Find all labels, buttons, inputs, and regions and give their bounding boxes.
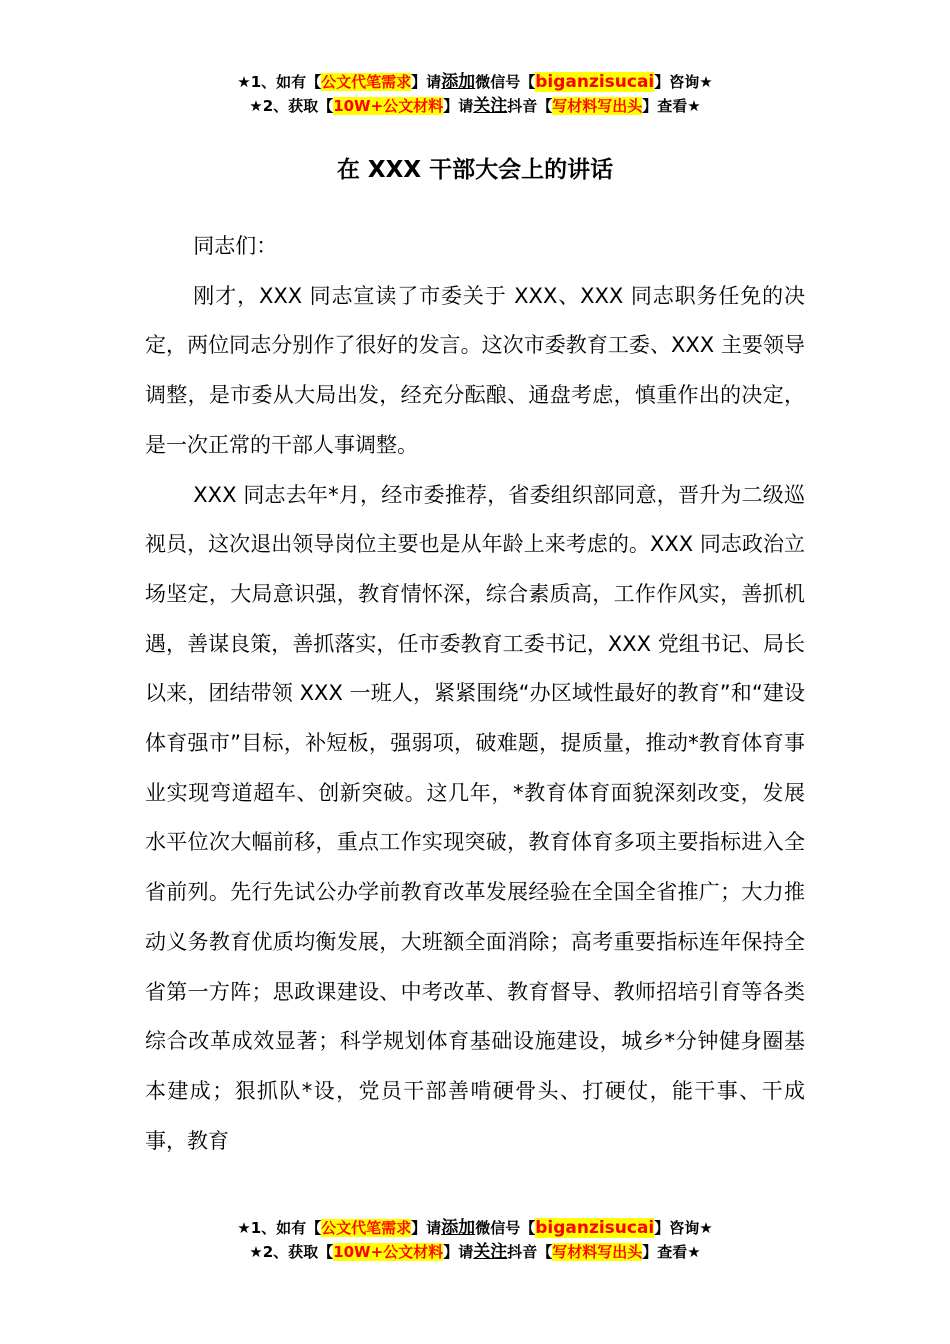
document-title: 在 XXX 干部大会上的讲话 xyxy=(336,157,614,183)
banner-line-2 xyxy=(0,1240,950,1264)
banner-douyin-id: 写材料写出头 xyxy=(552,1243,643,1261)
paragraph: XXX 同志去年*月，经市委推荐，省委组织部同意，晋升为二级巡视员，这次退出领导岗位主要也是从年龄上来考虑的。XXX 同志政治立场坚定，大局意识强，教育情怀深，综合素质高，工作作风实，善抓机遇，善谋良策，善抓落实，任市委教育工委书记，XXX 党组书记、局长以来，团结带领 XXX 一班人，紧紧围绕“办区域性最好的教育”和“建设体育强市”目标，补短板，强弱项，破难题，提质量，推动*教育体育事业实现弯道超车、创新突破。这几年，*教育体育面貌深刻改变，发展水平位次大幅前移，重点工作实现突破，教育体育多项主要指标进入全省前列。先行先试公办学前教育改革发展经验在全国全省推广；大力推动义务教育优质均衡发展，大班额全面消除；高考重要指标连年保持全省第一方阵；思政课建设、中考改革、教育督导、教师招培引育等各类综合改革成效显著；科学规划体育基础设施建设，城乡*分钟健身圈基本建成；狠抓队*设，党员干部善啃硬骨头、打硬仗，能干事、干成事，教育 xyxy=(145,482,805,1153)
banner-underlined: 添加 xyxy=(441,1218,476,1238)
banner-text: 】查看★ xyxy=(642,1243,701,1261)
banner-underlined: 添加 xyxy=(441,72,476,92)
banner-underlined: 关注 xyxy=(473,1242,508,1262)
footer-banner xyxy=(0,1216,950,1264)
header-banner xyxy=(0,70,950,118)
paragraph: 同志们： xyxy=(193,234,278,258)
banner-text: 微信号【 xyxy=(475,1219,536,1237)
banner-text: 】咨询★ xyxy=(654,1219,713,1237)
banner-highlight: 10W+公文材料 xyxy=(333,97,444,115)
banner-text: ★1、如有【 xyxy=(237,73,322,91)
banner-text: 微信号【 xyxy=(475,73,536,91)
banner-text: 抖音【 xyxy=(507,97,553,115)
paragraph: 刚才，XXX 同志宣读了市委关于 XXX、XXX 同志职务任免的决定，两位同志分别作了很好的发言。这次市委教育工委、XXX 主要领导调整，是市委从大局出发，经充分酝酿、通盘考虑，慎重作出的决定，是一次正常的干部人事调整。 xyxy=(145,283,805,457)
banner-text: 】请 xyxy=(411,1219,442,1237)
banner-text: ★1、如有【 xyxy=(237,1219,322,1237)
banner-highlight: 公文代笔需求 xyxy=(321,1219,412,1237)
banner-douyin-id: 写材料写出头 xyxy=(552,97,643,115)
banner-text: 】请 xyxy=(443,1243,474,1261)
banner-line-1 xyxy=(0,70,950,94)
banner-underlined: 关注 xyxy=(473,96,508,116)
banner-highlight: 10W+公文材料 xyxy=(333,1243,444,1261)
banner-text: ★2、获取【 xyxy=(249,1243,334,1261)
banner-wechat-id: biganzisucai xyxy=(535,1218,655,1238)
document-body xyxy=(145,222,805,1166)
banner-text: ★2、获取【 xyxy=(249,97,334,115)
banner-line-1 xyxy=(0,1216,950,1240)
banner-text: 】请 xyxy=(443,97,474,115)
banner-text: 抖音【 xyxy=(507,1243,553,1261)
banner-wechat-id: biganzisucai xyxy=(535,72,655,92)
banner-text: 】请 xyxy=(411,73,442,91)
banner-line-2 xyxy=(0,94,950,118)
banner-text: 】咨询★ xyxy=(654,73,713,91)
banner-text: 】查看★ xyxy=(642,97,701,115)
banner-highlight: 公文代笔需求 xyxy=(321,73,412,91)
